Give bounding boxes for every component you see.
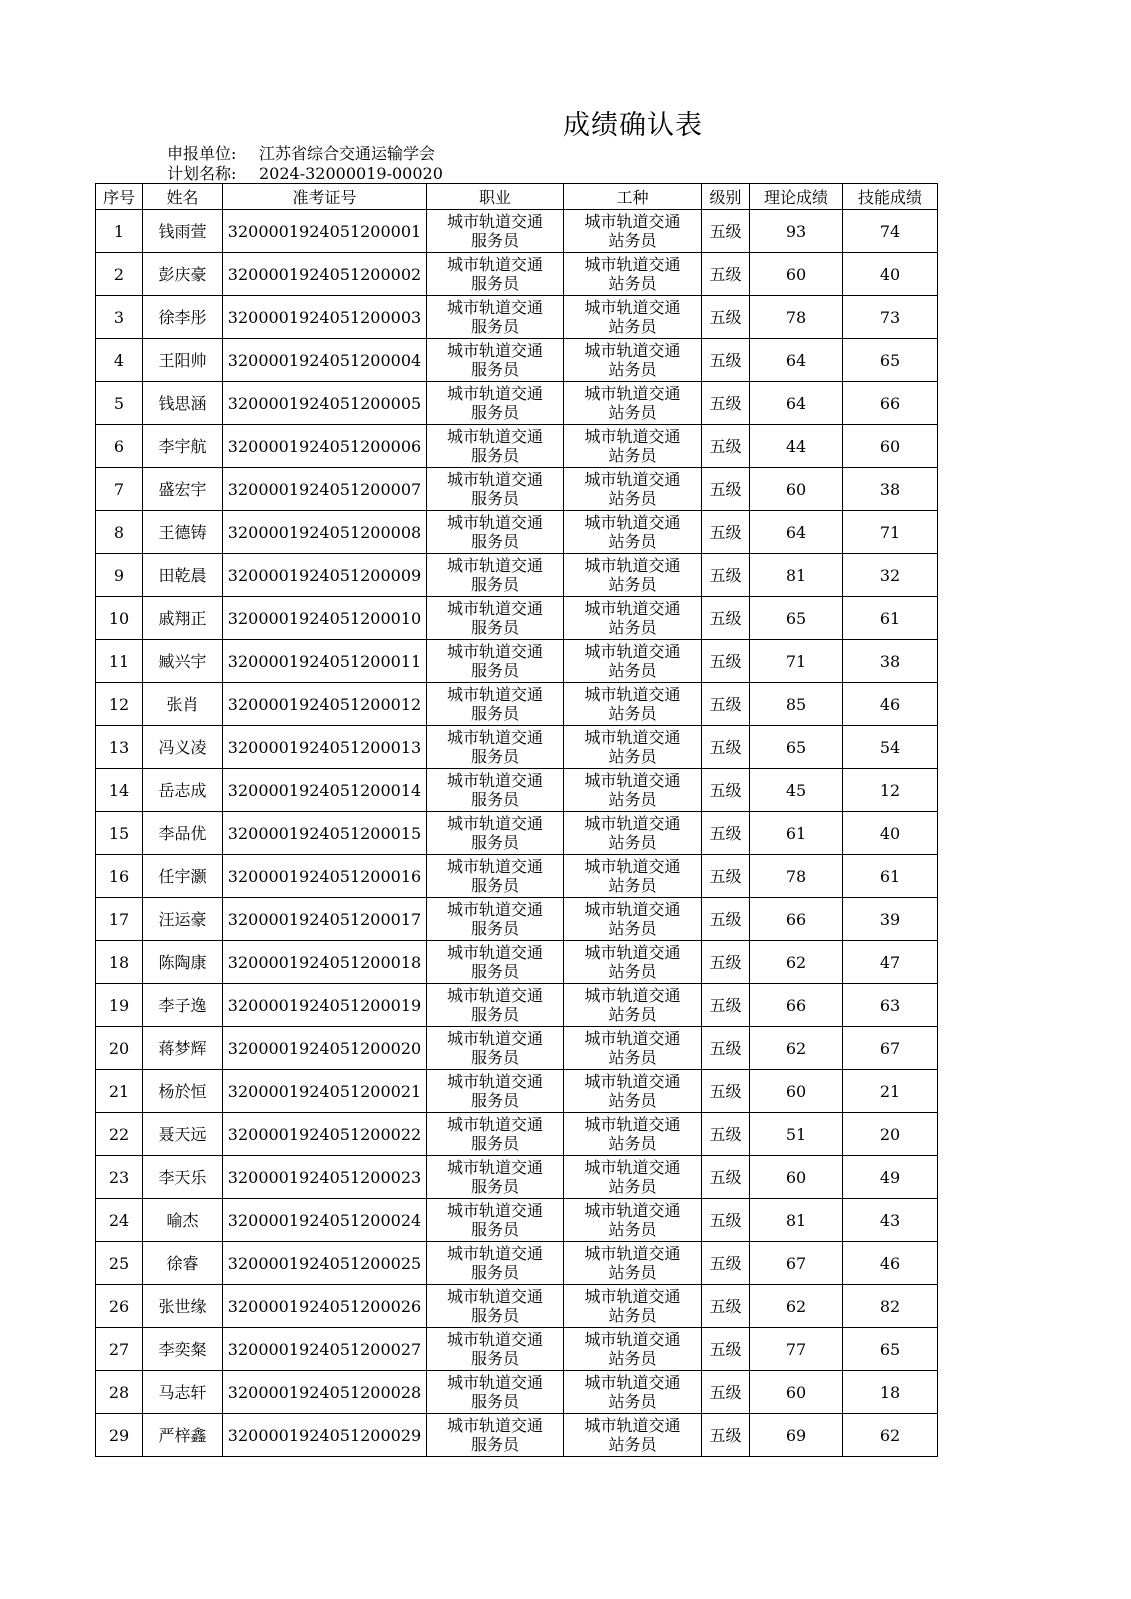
cell-seq: 25: [96, 1242, 143, 1285]
cell-level: 五级: [702, 1113, 750, 1156]
cell-job-type: 城市轨道交通 站务员: [564, 1156, 702, 1199]
cell-occupation: 城市轨道交通 服务员: [427, 1156, 564, 1199]
cell-theory-score: 77: [750, 1328, 843, 1371]
cell-theory-score: 69: [750, 1414, 843, 1457]
cell-exam-id: 3200001924051200017: [223, 898, 427, 941]
cell-occupation: 城市轨道交通 服务员: [427, 769, 564, 812]
table-row: [96, 726, 938, 769]
cell-job-type: 城市轨道交通 站务员: [564, 1371, 702, 1414]
cell-name: 李奕粲: [143, 1328, 223, 1371]
table-row: [96, 855, 938, 898]
cell-skill-score: 62: [843, 1414, 938, 1457]
table-row: [96, 339, 938, 382]
cell-exam-id: 3200001924051200013: [223, 726, 427, 769]
cell-skill-score: 63: [843, 984, 938, 1027]
cell-name: 徐李彤: [143, 296, 223, 339]
cell-theory-score: 85: [750, 683, 843, 726]
cell-level: 五级: [702, 554, 750, 597]
cell-job-type: 城市轨道交通 站务员: [564, 1285, 702, 1328]
cell-seq: 4: [96, 339, 143, 382]
table-row: [96, 468, 938, 511]
cell-skill-score: 12: [843, 769, 938, 812]
cell-skill-score: 71: [843, 511, 938, 554]
table-row: [96, 296, 938, 339]
cell-job-type: 城市轨道交通 站务员: [564, 941, 702, 984]
applicant-unit-label: 申报单位:: [167, 144, 237, 163]
cell-skill-score: 73: [843, 296, 938, 339]
cell-name: 陈陶康: [143, 941, 223, 984]
table-row: [96, 511, 938, 554]
cell-name: 王阳帅: [143, 339, 223, 382]
cell-exam-id: 3200001924051200024: [223, 1199, 427, 1242]
cell-occupation: 城市轨道交通 服务员: [427, 640, 564, 683]
cell-seq: 22: [96, 1113, 143, 1156]
cell-skill-score: 40: [843, 812, 938, 855]
plan-name-label: 计划名称:: [167, 164, 237, 183]
table-row: [96, 210, 938, 253]
plan-name: [167, 161, 443, 184]
cell-occupation: 城市轨道交通 服务员: [427, 511, 564, 554]
cell-job-type: 城市轨道交通 站务员: [564, 1414, 702, 1457]
cell-theory-score: 44: [750, 425, 843, 468]
cell-name: 张肖: [143, 683, 223, 726]
cell-name: 岳志成: [143, 769, 223, 812]
cell-seq: 13: [96, 726, 143, 769]
cell-level: 五级: [702, 339, 750, 382]
cell-name: 李宇航: [143, 425, 223, 468]
cell-name: 戚翔正: [143, 597, 223, 640]
cell-seq: 6: [96, 425, 143, 468]
table-row: [96, 812, 938, 855]
cell-occupation: 城市轨道交通 服务员: [427, 683, 564, 726]
cell-name: 钱思涵: [143, 382, 223, 425]
cell-theory-score: 78: [750, 855, 843, 898]
cell-theory-score: 51: [750, 1113, 843, 1156]
cell-seq: 2: [96, 253, 143, 296]
table-row: [96, 253, 938, 296]
cell-level: 五级: [702, 726, 750, 769]
plan-name-value: 2024-32000019-00020: [259, 164, 443, 183]
cell-occupation: 城市轨道交通 服务员: [427, 1328, 564, 1371]
table-row: [96, 1156, 938, 1199]
cell-exam-id: 3200001924051200018: [223, 941, 427, 984]
cell-seq: 15: [96, 812, 143, 855]
cell-level: 五级: [702, 1027, 750, 1070]
cell-level: 五级: [702, 984, 750, 1027]
cell-job-type: 城市轨道交通 站务员: [564, 812, 702, 855]
cell-level: 五级: [702, 683, 750, 726]
cell-name: 李品优: [143, 812, 223, 855]
header-seq: 序号: [96, 184, 143, 210]
cell-theory-score: 62: [750, 1285, 843, 1328]
cell-theory-score: 66: [750, 898, 843, 941]
cell-name: 聂天远: [143, 1113, 223, 1156]
cell-level: 五级: [702, 597, 750, 640]
cell-theory-score: 60: [750, 1156, 843, 1199]
cell-occupation: 城市轨道交通 服务员: [427, 1199, 564, 1242]
cell-theory-score: 64: [750, 339, 843, 382]
cell-job-type: 城市轨道交通 站务员: [564, 1070, 702, 1113]
cell-occupation: 城市轨道交通 服务员: [427, 425, 564, 468]
table-row: [96, 1113, 938, 1156]
table-row: [96, 683, 938, 726]
cell-name: 冯义凌: [143, 726, 223, 769]
cell-level: 五级: [702, 1328, 750, 1371]
cell-occupation: 城市轨道交通 服务员: [427, 468, 564, 511]
cell-name: 喻杰: [143, 1199, 223, 1242]
cell-exam-id: 3200001924051200015: [223, 812, 427, 855]
table-row: [96, 769, 938, 812]
cell-occupation: 城市轨道交通 服务员: [427, 597, 564, 640]
cell-theory-score: 60: [750, 1371, 843, 1414]
cell-theory-score: 81: [750, 554, 843, 597]
cell-level: 五级: [702, 812, 750, 855]
cell-occupation: 城市轨道交通 服务员: [427, 1414, 564, 1457]
cell-skill-score: 21: [843, 1070, 938, 1113]
cell-skill-score: 38: [843, 640, 938, 683]
cell-occupation: 城市轨道交通 服务员: [427, 1070, 564, 1113]
table-row: [96, 898, 938, 941]
cell-name: 王德铸: [143, 511, 223, 554]
cell-level: 五级: [702, 1414, 750, 1457]
cell-exam-id: 3200001924051200004: [223, 339, 427, 382]
cell-occupation: 城市轨道交通 服务员: [427, 1027, 564, 1070]
cell-exam-id: 3200001924051200020: [223, 1027, 427, 1070]
cell-name: 彭庆豪: [143, 253, 223, 296]
cell-level: 五级: [702, 1242, 750, 1285]
cell-name: 钱雨萱: [143, 210, 223, 253]
cell-occupation: 城市轨道交通 服务员: [427, 1113, 564, 1156]
cell-occupation: 城市轨道交通 服务员: [427, 296, 564, 339]
cell-exam-id: 3200001924051200027: [223, 1328, 427, 1371]
cell-exam-id: 3200001924051200006: [223, 425, 427, 468]
cell-level: 五级: [702, 1371, 750, 1414]
cell-theory-score: 60: [750, 468, 843, 511]
header-exam-id: 准考证号: [223, 184, 427, 210]
cell-seq: 10: [96, 597, 143, 640]
cell-level: 五级: [702, 1285, 750, 1328]
cell-name: 田乾晨: [143, 554, 223, 597]
cell-exam-id: 3200001924051200012: [223, 683, 427, 726]
cell-level: 五级: [702, 1199, 750, 1242]
cell-theory-score: 93: [750, 210, 843, 253]
cell-occupation: 城市轨道交通 服务员: [427, 253, 564, 296]
cell-occupation: 城市轨道交通 服务员: [427, 812, 564, 855]
cell-occupation: 城市轨道交通 服务员: [427, 382, 564, 425]
cell-level: 五级: [702, 382, 750, 425]
cell-name: 盛宏宇: [143, 468, 223, 511]
table-row: [96, 554, 938, 597]
cell-level: 五级: [702, 640, 750, 683]
cell-skill-score: 32: [843, 554, 938, 597]
table-header-row: [96, 184, 938, 210]
cell-skill-score: 66: [843, 382, 938, 425]
cell-exam-id: 3200001924051200026: [223, 1285, 427, 1328]
cell-job-type: 城市轨道交通 站务员: [564, 554, 702, 597]
cell-exam-id: 3200001924051200029: [223, 1414, 427, 1457]
cell-theory-score: 67: [750, 1242, 843, 1285]
cell-name: 张世缘: [143, 1285, 223, 1328]
cell-skill-score: 43: [843, 1199, 938, 1242]
cell-seq: 17: [96, 898, 143, 941]
cell-exam-id: 3200001924051200028: [223, 1371, 427, 1414]
cell-skill-score: 60: [843, 425, 938, 468]
cell-job-type: 城市轨道交通 站务员: [564, 1027, 702, 1070]
cell-seq: 11: [96, 640, 143, 683]
cell-exam-id: 3200001924051200025: [223, 1242, 427, 1285]
cell-theory-score: 60: [750, 1070, 843, 1113]
cell-exam-id: 3200001924051200005: [223, 382, 427, 425]
cell-occupation: 城市轨道交通 服务员: [427, 941, 564, 984]
cell-skill-score: 20: [843, 1113, 938, 1156]
cell-occupation: 城市轨道交通 服务员: [427, 855, 564, 898]
cell-seq: 8: [96, 511, 143, 554]
table-row: [96, 597, 938, 640]
cell-skill-score: 49: [843, 1156, 938, 1199]
cell-seq: 18: [96, 941, 143, 984]
table-row: [96, 1199, 938, 1242]
cell-job-type: 城市轨道交通 站务员: [564, 339, 702, 382]
cell-name: 李子逸: [143, 984, 223, 1027]
cell-name: 李天乐: [143, 1156, 223, 1199]
cell-exam-id: 3200001924051200002: [223, 253, 427, 296]
cell-job-type: 城市轨道交通 站务员: [564, 296, 702, 339]
cell-level: 五级: [702, 898, 750, 941]
cell-skill-score: 61: [843, 855, 938, 898]
cell-occupation: 城市轨道交通 服务员: [427, 1285, 564, 1328]
cell-job-type: 城市轨道交通 站务员: [564, 1199, 702, 1242]
cell-occupation: 城市轨道交通 服务员: [427, 726, 564, 769]
cell-job-type: 城市轨道交通 站务员: [564, 984, 702, 1027]
table-row: [96, 1027, 938, 1070]
cell-skill-score: 54: [843, 726, 938, 769]
cell-level: 五级: [702, 769, 750, 812]
table-row: [96, 1070, 938, 1113]
cell-job-type: 城市轨道交通 站务员: [564, 726, 702, 769]
header-job-type: 工种: [564, 184, 702, 210]
cell-job-type: 城市轨道交通 站务员: [564, 382, 702, 425]
cell-seq: 28: [96, 1371, 143, 1414]
cell-name: 蒋梦辉: [143, 1027, 223, 1070]
cell-skill-score: 38: [843, 468, 938, 511]
cell-seq: 27: [96, 1328, 143, 1371]
cell-seq: 3: [96, 296, 143, 339]
cell-job-type: 城市轨道交通 站务员: [564, 1328, 702, 1371]
cell-level: 五级: [702, 1156, 750, 1199]
cell-theory-score: 64: [750, 382, 843, 425]
cell-skill-score: 74: [843, 210, 938, 253]
cell-level: 五级: [702, 1070, 750, 1113]
cell-seq: 19: [96, 984, 143, 1027]
table-row: [96, 1285, 938, 1328]
cell-name: 严梓鑫: [143, 1414, 223, 1457]
table-row: [96, 640, 938, 683]
cell-seq: 29: [96, 1414, 143, 1457]
cell-theory-score: 65: [750, 726, 843, 769]
cell-exam-id: 3200001924051200009: [223, 554, 427, 597]
cell-skill-score: 46: [843, 683, 938, 726]
cell-exam-id: 3200001924051200008: [223, 511, 427, 554]
cell-name: 杨於恒: [143, 1070, 223, 1113]
cell-skill-score: 18: [843, 1371, 938, 1414]
cell-occupation: 城市轨道交通 服务员: [427, 339, 564, 382]
cell-job-type: 城市轨道交通 站务员: [564, 468, 702, 511]
header-level: 级别: [702, 184, 750, 210]
cell-occupation: 城市轨道交通 服务员: [427, 210, 564, 253]
header-name: 姓名: [143, 184, 223, 210]
cell-exam-id: 3200001924051200021: [223, 1070, 427, 1113]
cell-skill-score: 82: [843, 1285, 938, 1328]
cell-theory-score: 60: [750, 253, 843, 296]
cell-level: 五级: [702, 210, 750, 253]
cell-job-type: 城市轨道交通 站务员: [564, 769, 702, 812]
cell-level: 五级: [702, 296, 750, 339]
header-occupation: 职业: [427, 184, 564, 210]
cell-skill-score: 47: [843, 941, 938, 984]
cell-seq: 5: [96, 382, 143, 425]
cell-exam-id: 3200001924051200022: [223, 1113, 427, 1156]
cell-job-type: 城市轨道交通 站务员: [564, 253, 702, 296]
cell-exam-id: 3200001924051200011: [223, 640, 427, 683]
cell-level: 五级: [702, 511, 750, 554]
cell-skill-score: 46: [843, 1242, 938, 1285]
cell-job-type: 城市轨道交通 站务员: [564, 683, 702, 726]
table-row: [96, 984, 938, 1027]
cell-seq: 12: [96, 683, 143, 726]
cell-occupation: 城市轨道交通 服务员: [427, 554, 564, 597]
table-row: [96, 1242, 938, 1285]
cell-name: 汪运豪: [143, 898, 223, 941]
cell-theory-score: 61: [750, 812, 843, 855]
cell-seq: 14: [96, 769, 143, 812]
cell-theory-score: 78: [750, 296, 843, 339]
cell-seq: 16: [96, 855, 143, 898]
cell-level: 五级: [702, 855, 750, 898]
cell-theory-score: 64: [750, 511, 843, 554]
cell-seq: 24: [96, 1199, 143, 1242]
cell-level: 五级: [702, 468, 750, 511]
cell-level: 五级: [702, 941, 750, 984]
cell-name: 马志轩: [143, 1371, 223, 1414]
cell-seq: 20: [96, 1027, 143, 1070]
cell-theory-score: 81: [750, 1199, 843, 1242]
header-skill-score: 技能成绩: [843, 184, 938, 210]
cell-exam-id: 3200001924051200007: [223, 468, 427, 511]
cell-theory-score: 65: [750, 597, 843, 640]
cell-job-type: 城市轨道交通 站务员: [564, 210, 702, 253]
cell-level: 五级: [702, 253, 750, 296]
cell-seq: 9: [96, 554, 143, 597]
table-row: [96, 1414, 938, 1457]
cell-seq: 26: [96, 1285, 143, 1328]
cell-occupation: 城市轨道交通 服务员: [427, 984, 564, 1027]
table-row: [96, 382, 938, 425]
cell-skill-score: 61: [843, 597, 938, 640]
cell-exam-id: 3200001924051200001: [223, 210, 427, 253]
cell-name: 臧兴宇: [143, 640, 223, 683]
cell-skill-score: 65: [843, 1328, 938, 1371]
cell-exam-id: 3200001924051200023: [223, 1156, 427, 1199]
table-row: [96, 425, 938, 468]
cell-occupation: 城市轨道交通 服务员: [427, 1371, 564, 1414]
table-row: [96, 1371, 938, 1414]
applicant-unit-value: 江苏省综合交通运输学会: [259, 144, 436, 163]
cell-level: 五级: [702, 425, 750, 468]
cell-seq: 1: [96, 210, 143, 253]
cell-skill-score: 65: [843, 339, 938, 382]
cell-theory-score: 62: [750, 1027, 843, 1070]
cell-job-type: 城市轨道交通 站务员: [564, 1113, 702, 1156]
cell-job-type: 城市轨道交通 站务员: [564, 1242, 702, 1285]
score-table: [95, 183, 938, 1457]
cell-seq: 21: [96, 1070, 143, 1113]
cell-job-type: 城市轨道交通 站务员: [564, 640, 702, 683]
cell-exam-id: 3200001924051200010: [223, 597, 427, 640]
cell-job-type: 城市轨道交通 站务员: [564, 425, 702, 468]
cell-job-type: 城市轨道交通 站务员: [564, 855, 702, 898]
cell-exam-id: 3200001924051200003: [223, 296, 427, 339]
page-title: 成绩确认表: [563, 110, 703, 141]
cell-skill-score: 67: [843, 1027, 938, 1070]
cell-skill-score: 40: [843, 253, 938, 296]
cell-skill-score: 39: [843, 898, 938, 941]
cell-exam-id: 3200001924051200019: [223, 984, 427, 1027]
cell-theory-score: 71: [750, 640, 843, 683]
cell-theory-score: 62: [750, 941, 843, 984]
cell-seq: 7: [96, 468, 143, 511]
cell-exam-id: 3200001924051200014: [223, 769, 427, 812]
cell-job-type: 城市轨道交通 站务员: [564, 597, 702, 640]
cell-job-type: 城市轨道交通 站务员: [564, 898, 702, 941]
cell-theory-score: 66: [750, 984, 843, 1027]
cell-occupation: 城市轨道交通 服务员: [427, 898, 564, 941]
cell-exam-id: 3200001924051200016: [223, 855, 427, 898]
header-theory-score: 理论成绩: [750, 184, 843, 210]
cell-name: 徐睿: [143, 1242, 223, 1285]
cell-job-type: 城市轨道交通 站务员: [564, 511, 702, 554]
table-row: [96, 941, 938, 984]
cell-theory-score: 45: [750, 769, 843, 812]
cell-name: 任宇灏: [143, 855, 223, 898]
cell-seq: 23: [96, 1156, 143, 1199]
cell-occupation: 城市轨道交通 服务员: [427, 1242, 564, 1285]
table-row: [96, 1328, 938, 1371]
